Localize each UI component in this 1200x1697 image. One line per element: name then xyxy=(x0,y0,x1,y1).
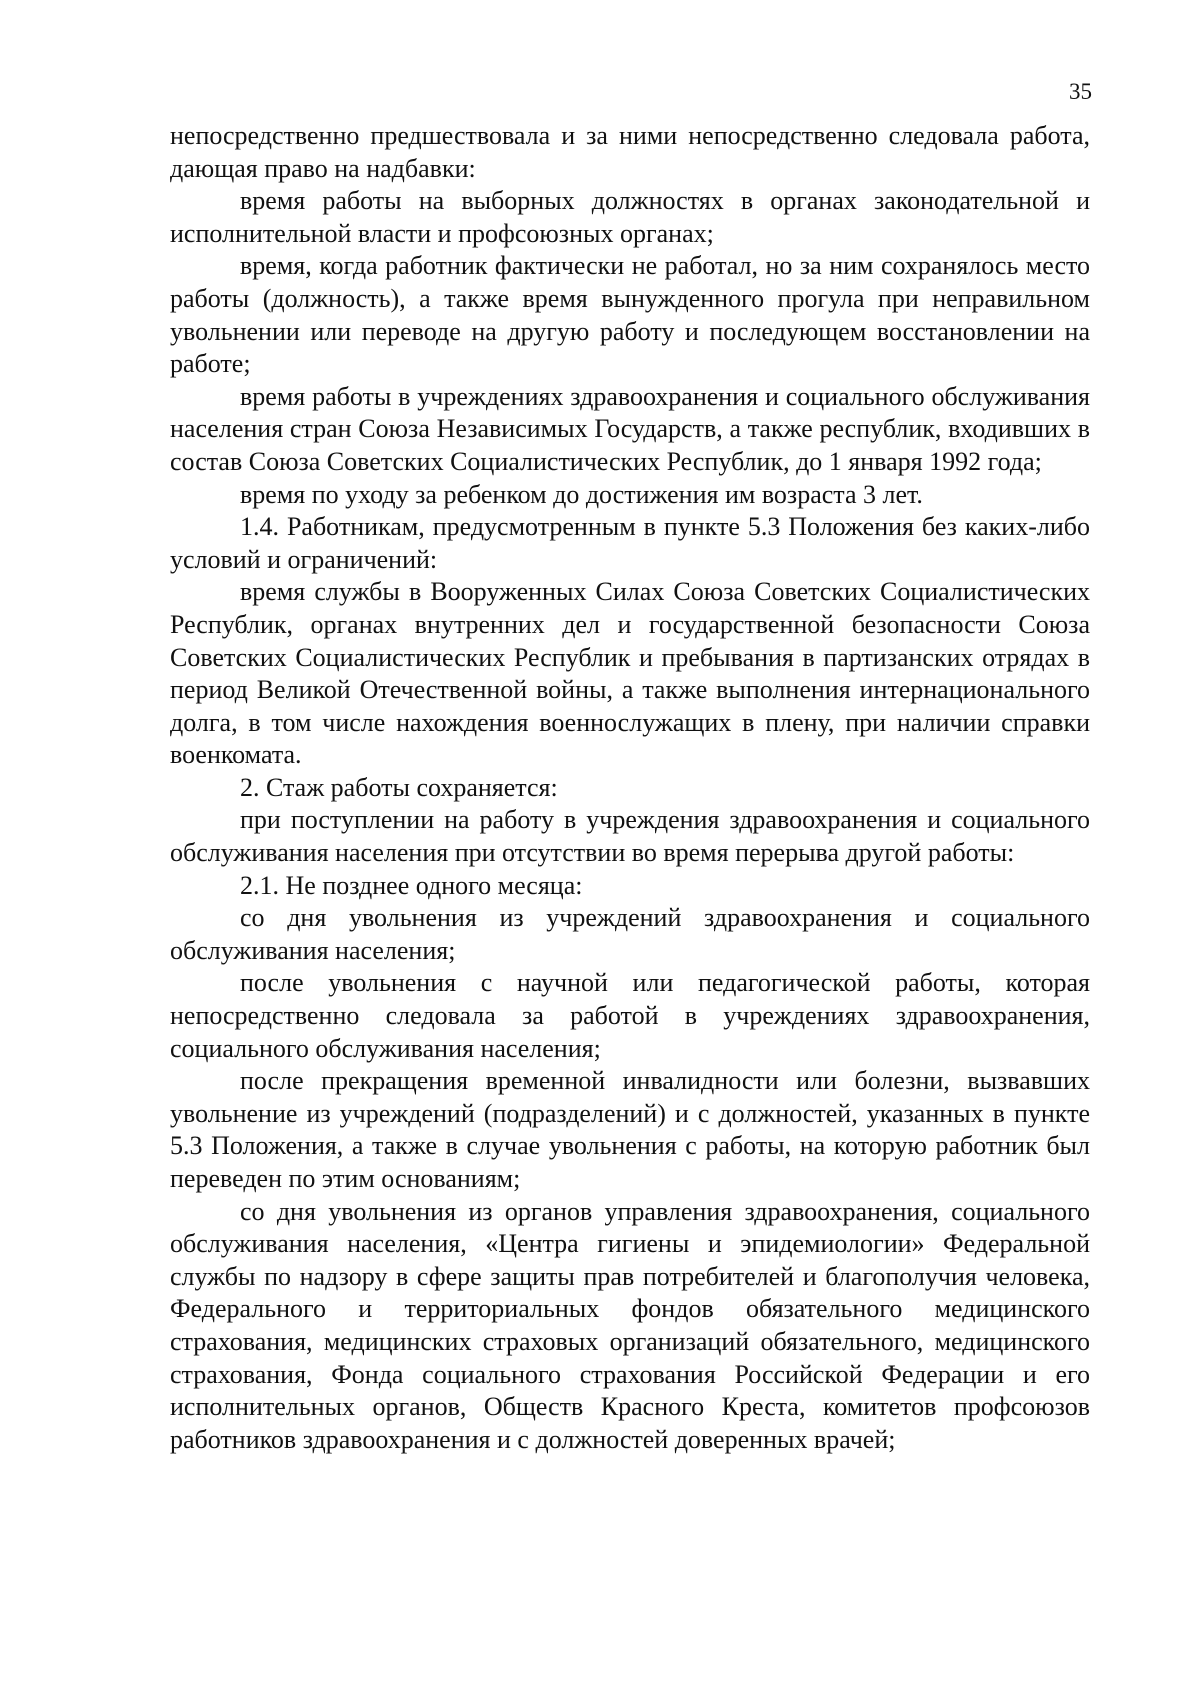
paragraph: при поступлении на работу в учреждения здравоохранения и социального обслуживания населения при отсутствии во время перерыва другой работы: xyxy=(170,805,1090,868)
paragraph: время службы в Вооруженных Силах Союза Советских Социалистических Республик, органах внутренних дел и государственной безопасности Союза Советских Социалистических Республик и пребывания в партизанских отрядах в период Великой Отечественной войны, а также выполнения интернационального долга, в том числе нахождения военнослужащих в плену, при наличии справки военкомата. xyxy=(170,577,1090,770)
paragraph: 1.4. Работникам, предусмотренным в пункте 5.3 Положения без каких-либо условий и ограничений: xyxy=(170,512,1090,574)
paragraph: со дня увольнения из учреждений здравоохранения и социального обслуживания населения; xyxy=(170,903,1090,965)
document-body xyxy=(170,120,1090,1456)
paragraph: время по уходу за ребенком до достижения им возраста 3 лет. xyxy=(240,479,923,509)
paragraph: после прекращения временной инвалидности или болезни, вызвавших увольнение из учреждений (подразделений) и с должностей, указанных в пункте 5.3 Положения, а также в случае увольнения с работы, на которую работник был переведен по этим основаниям; xyxy=(170,1066,1090,1193)
paragraph-continuation: непосредственно предшествовала и за ними непосредственно следовала работа, дающая право на надбавки: xyxy=(170,121,1090,183)
paragraph: время работы на выборных должностях в органах законодательной и исполнительной власти и профсоюзных органах; xyxy=(170,186,1090,248)
paragraph: со дня увольнения из органов управления здравоохранения, социального обслуживания населения, «Центра гигиены и эпидемиологии» Федеральной службы по надзору в сфере защиты прав потребителей и благополучия человека, Федерального и территориальных фондов обязательного медицинского страхования, медицинских страховых организаций обязательного, медицинского страхования, Фонда социального страхования Российской Федерации и его исполнительных органов, Обществ Красного Креста, комитетов профсоюзов работников здравоохранения и с должностей доверенных врачей; xyxy=(170,1196,1090,1454)
paragraph: время работы в учреждениях здравоохранения и социального обслуживания населения стран Союза Независимых Государств, а также республик, входивших в состав Союза Советских Социалистических Республик, до 1 января 1992 года; xyxy=(170,381,1090,476)
page-number: 35 xyxy=(1069,79,1092,104)
paragraph: время, когда работник фактически не работал, но за ним сохранялось место работы (должность), а также время вынужденного прогула при неправильном увольнении или переводе на другую работу и последующем восстановлении на работе; xyxy=(170,251,1090,379)
paragraph: 2. Стаж работы сохраняется: xyxy=(240,772,558,802)
paragraph: после увольнения с научной или педагогической работы, которая непосредственно следовала за работой в учреждениях здравоохранения, социального обслуживания населения; xyxy=(170,968,1090,1063)
paragraph: 2.1. Не позднее одного месяца: xyxy=(240,870,583,900)
